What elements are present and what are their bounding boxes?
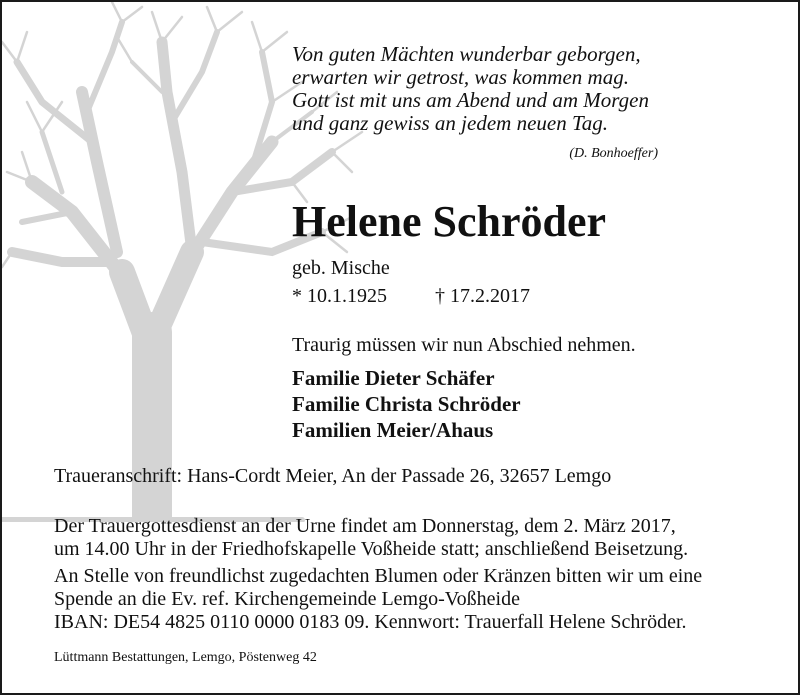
donation-line: IBAN: DE54 4825 0110 0000 0183 09. Kennwort: Trauerfall Helene Schröder. bbox=[54, 611, 687, 633]
poem-line: und ganz gewiss an jedem neuen Tag. bbox=[292, 111, 608, 135]
service-line: um 14.00 Uhr in der Friedhofskapelle Voßheide statt; anschließend Beisetzung. bbox=[54, 538, 689, 560]
poem-line: Gott ist mit uns am Abend und am Morgen bbox=[292, 88, 649, 112]
poem-attribution: (D. Bonhoeffer) bbox=[569, 146, 658, 161]
mourning-text: Traurig müssen wir nun Abschied nehmen. bbox=[292, 334, 636, 356]
birth-date: * 10.1.1925 bbox=[292, 285, 387, 307]
poem bbox=[292, 43, 649, 135]
mourner-family: Familien Meier/Ahaus bbox=[292, 418, 494, 442]
donation-line: An Stelle von freundlichst zugedachten Blumen oder Kränzen bitten wir um eine bbox=[54, 565, 703, 587]
mourning-address: Traueranschrift: Hans-Cordt Meier, An der Passade 26, 32657 Lemgo bbox=[54, 465, 612, 487]
mourner-family: Familie Dieter Schäfer bbox=[292, 366, 495, 390]
death-date: † 17.2.2017 bbox=[435, 285, 530, 307]
poem-line: erwarten wir getrost, was kommen mag. bbox=[292, 65, 629, 89]
mourners-list bbox=[292, 365, 521, 443]
life-dates bbox=[292, 285, 530, 308]
service-info bbox=[54, 515, 688, 561]
donation-info bbox=[54, 565, 702, 634]
poem-line: Von guten Mächten wunderbar geborgen, bbox=[292, 42, 641, 66]
undertaker-info: Lüttmann Bestattungen, Lemgo, Pöstenweg 42 bbox=[54, 650, 317, 665]
donation-line: Spende an die Ev. ref. Kirchengemeinde Lemgo-Voßheide bbox=[54, 588, 520, 610]
mourner-family: Familie Christa Schröder bbox=[292, 392, 521, 416]
birth-name: geb. Mische bbox=[292, 257, 390, 279]
deceased-name: Helene Schröder bbox=[292, 197, 607, 246]
service-line: Der Trauergottesdienst an der Urne findet am Donnerstag, dem 2. März 2017, bbox=[54, 515, 676, 537]
